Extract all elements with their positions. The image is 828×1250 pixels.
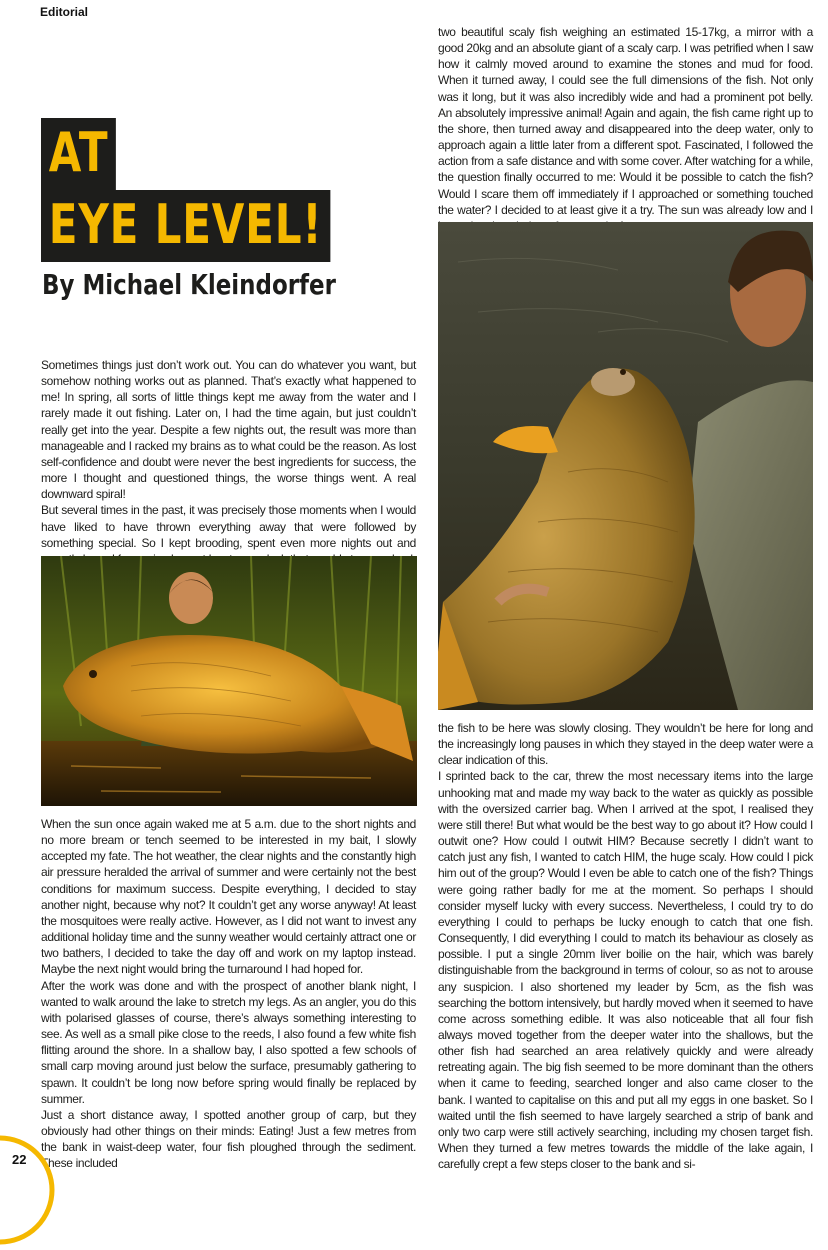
photo-angler-releasing-carp bbox=[438, 222, 813, 710]
paragraph: After the work was done and with the prospect of another blank night, I wanted to walk around the lake to stretch my legs. As an angler, you do this with polarised glasses of course, there’s always something interesting to see. As well as a small pike close to the reeds, I also found a few white fish flitting around the shore. In a shallow bay, I also spotted a few schools of small carp moving around just below the surface, presumably gathering to spawn. It couldn’t be long now before spring would finally be replaced by summer. bbox=[41, 978, 416, 1106]
paragraph: Sometimes things just don’t work out. You can do whatever you want, but somehow nothing works out as planned. That’s exactly what happened to me! In spring, all sorts of little things kept me away from the water and I rarely made it out fishing. Later on, I had the time again, but just couldn’t really get into the year. Despite a few nights out, the result was more than manageable and I racked my brains as to what could be the reason. As lost self-confidence and doubt were never the best ingredients for success, the more I thought and questioned things, the worse things went. A real downward spiral! bbox=[41, 358, 416, 502]
paragraph: But several times in the past, it was precisely those moments when I would have liked to have thrown everything away that were followed by something special. So I kept brooding, spent even more nights out and bbox=[41, 503, 416, 550]
paragraph: When the sun once again waked me at 5 a.m. due to the short nights and no more bream or tench seemed to be interested in my bait, I slowly accepted my fate. The hot weather, the clear nights and the constantly high air pressure heralded the arrival of summer and were certainly not the best conditions for maximum success. Despite everything, I decided to stay another night, because why not? It couldn’t get any worse anyway! At least the mosquitoes were really active. However, as I did not want to invest any additional holiday time and the sunny weather would certainly attract one or two bathers, I decided to take the day off and work on my laptop instead. Maybe the next night would bring the turnaround I had hoped for. bbox=[41, 817, 416, 977]
page-corner-arc bbox=[0, 1130, 60, 1250]
section-label: Editorial bbox=[40, 5, 89, 19]
headline-line-2: EYE LEVEL! bbox=[41, 190, 330, 262]
page-number: 22 bbox=[12, 1152, 27, 1167]
paragraph: I sprinted back to the car, threw the most necessary items into the large unhooking mat and made my way back to the water as quickly as possible with the oversized carrier bag. When I arrived at the spot, I realised they were still there! But what would be the best way to go about it? How could I outwit one? How could I outwit HIM? Because secretly I didn’t want to catch just any fish, I wanted to catch HIM, the huge scaly. How could I pick him out of the group? Would I even be able to catch one of the fish? Things were going rather badly for me at the moment. So perhaps I should consider myself lucky with every success. Nevertheless, I could try to do everything I could to perhaps be lucky enough to catch that one fish. Consequently, I did everything I could to match its behaviour as closely as possible. I put a single 20mm liver boilie on the hair, which was barely distinguishable from the background in terms of colour, so as not to arouse any suspicion. I also shortened my leader by 5cm, as the fish was searching the bottom intensively, but hardly moved when it seemed to have come across something edible. It was also noticeable that all four fish always moved together from the deeper water into the shallows, but the other fish had searched an area relatively quickly and were already retreating again. The big fish seemed to be more dominant than the others when it came to feeding, searched longer and also came closer to the bank. I wanted to capitalise on this and put all my eggs in one basket. So I waited until the fish seemed to have largely searched a strip of bank and only two carp were still actively searching, including my chosen target fish. When they turned a few metres towards the middle of the lake again, I carefully crept a few steps closer to the bank and si- bbox=[438, 769, 813, 1172]
intro-text bbox=[41, 357, 416, 583]
body-text-left bbox=[41, 816, 416, 1171]
paragraph: two beautiful scaly fish weighing an estimated 15-17kg, a mirror with a good 20kg and an absolute giant of a scaly carp. I was petrified when I saw how it calmly moved around to examine the stones and mud for food. When it turned away, I could see the full dimensions of the fish. Not only was it long, but it was also incredibly wide and had a prominent pot belly. An absolutely impressive animal! Again and again, the fish came right up to the shore, then turned away and disappeared into the deep water, only to approach again a little later from a different spot. Fascinated, I followed the action from a safe distance and with some cover. After watching for a while, the question finally occurred to me: Would it be possible to catch the fish? Would I scare them off immediately if I approached or something touched the water? I decided to at least give it a try. The sun was already low and I bbox=[438, 25, 813, 217]
body-text-right-top bbox=[438, 24, 813, 234]
photo-angler-with-carp-in-water bbox=[41, 556, 417, 806]
body-text-right-bottom bbox=[438, 720, 813, 1172]
headline-line-1: AT bbox=[41, 118, 116, 190]
author-byline: By Michael Kleindorfer bbox=[42, 268, 336, 301]
paragraph: Just a short distance away, I spotted another group of carp, but they obviously had other things on their minds: Eating! Just a few metres from the bank in waist-deep water, four fish ploughed through the sediment. These included bbox=[41, 1107, 416, 1171]
paragraph: the fish to be here was slowly closing. They wouldn’t be here for long and the increasingly long pauses in which they stayed in the deep water were a clear indication of this. bbox=[438, 721, 813, 768]
